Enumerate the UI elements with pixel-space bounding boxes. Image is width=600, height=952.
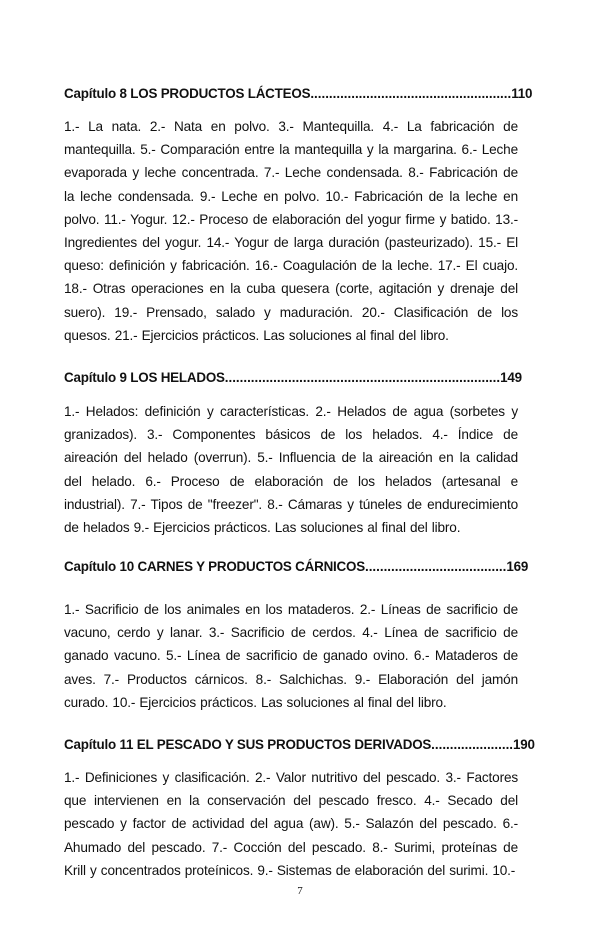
leader-dots: .......................................................................... xyxy=(224,370,501,385)
chapter-8-entry xyxy=(64,85,533,347)
chapter-heading xyxy=(64,558,529,576)
chapter-title: Capítulo 11 EL PESCADO Y SUS PRODUCTOS DERIVADOS xyxy=(64,737,432,752)
chapter-contents: 1.- Definiciones y clasificación. 2.- Valor nutritivo del pescado. 3.- Factores que intervienen en la conservación del pescado fresco. 4.- Secado del pescado y factor de actividad del agua (aw). 5.- Salazón del pescado. 6.- Ahumado del pescado. 7.- Cocción del pescado. 8.- Surimi, proteínas de Krill y concentrados proteínicos. 9.- Sistemas de elaboración del surimi. 10.- xyxy=(64,770,518,878)
page-footer-number: 7 xyxy=(297,885,303,897)
chapter-heading xyxy=(64,85,533,103)
chapter-page-number: 149 xyxy=(500,370,522,385)
chapter-heading xyxy=(64,736,535,754)
chapter-11-entry xyxy=(64,736,535,882)
chapter-contents: 1.- Helados: definición y características. 2.- Helados de agua (sorbetes y granizados). 3.- Componentes básicos de los helados. 4.- Índice de aireación del helado (overrun). 5.- Influencia de la aireación en la calidad del helado. 6.- Proceso de elaboración de los helados (artesanal e industrial). 7.- Tipos de "freezer". 8.- Cámaras y túneles de endurecimiento de helados 9.- Ejercicios prácticos. Las soluciones al final del libro. xyxy=(64,404,518,536)
leader-dots: ...................................................... xyxy=(310,86,512,101)
leader-dots: ...................... xyxy=(431,737,514,752)
chapter-title: Capítulo 9 LOS HELADOS xyxy=(64,370,225,385)
chapter-9-entry xyxy=(64,369,522,539)
chapter-page-number: 169 xyxy=(506,559,529,574)
chapter-heading xyxy=(64,369,522,387)
chapter-title: Capítulo 8 LOS PRODUCTOS LÁCTEOS xyxy=(64,86,311,101)
chapter-page-number: 110 xyxy=(511,86,533,101)
chapter-page-number: 190 xyxy=(513,737,535,752)
leader-dots: ...................................... xyxy=(364,559,507,574)
chapter-contents: 1.- Sacrificio de los animales en los mataderos. 2.- Líneas de sacrificio de vacuno, cerdo y lanar. 3.- Sacrificio de cerdos. 4.- Línea de sacrificio de ganado vacuno. 5.- Línea de sacrificio de ganado ovino. 6.- Mataderos de aves. 7.- Productos cárnicos. 8.- Salchichas. 9.- Elaboración del jamón curado. 10.- Ejercicios prácticos. Las soluciones al final del libro. xyxy=(64,602,518,710)
chapter-contents: 1.- La nata. 2.- Nata en polvo. 3.- Mantequilla. 4.- La fabricación de mantequilla. 5.- Comparación entre la mantequilla y la margarina. 6.- Leche evaporada y leche concentrada. 7.- Leche condensada. 8.- Fabricación de la leche condensada. 9.- Leche en polvo. 10.- Fabricación de la leche en polvo. 11.- Yogur. 12.- Proceso de elaboración del yogur firme y batido. 13.- Ingredientes del yogur. 14.- Yogur de larga duración (pasteurizado). 15.- El queso: definición y fabricación. 16.- Coagulación de la leche. 17.- El cuajo. 18.- Otras operaciones en la cuba quesera (corte, agitación y drenaje del suero). 19.- Prensado, salado y maduración. 20.- Clasificación de los quesos. 21.- Ejercicios prácticos. Las soluciones al final del libro. xyxy=(64,119,518,343)
chapter-10-entry xyxy=(64,558,529,714)
chapter-title: Capítulo 10 CARNES Y PRODUCTOS CÁRNICOS xyxy=(64,559,365,574)
